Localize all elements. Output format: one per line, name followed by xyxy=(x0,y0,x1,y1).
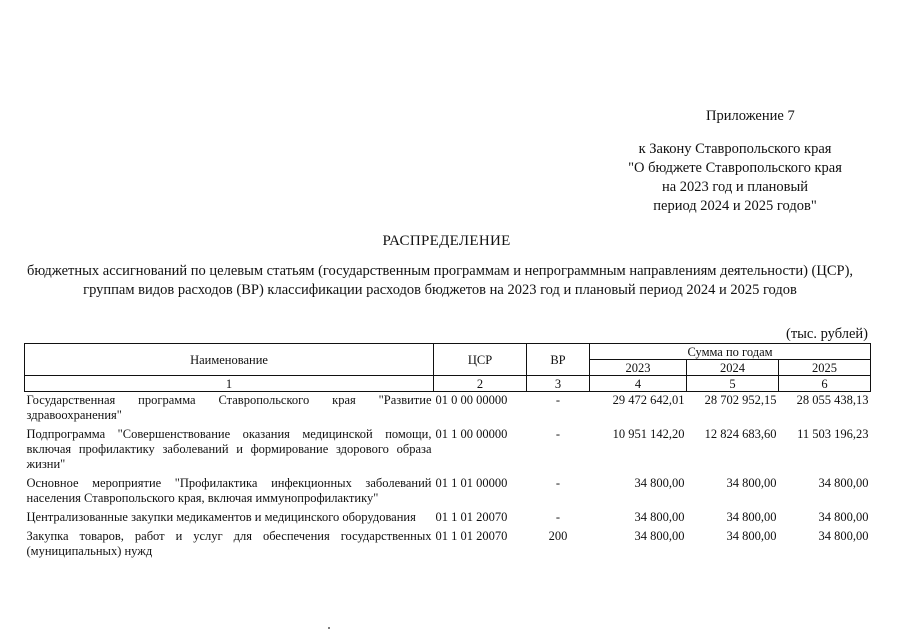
row-sum-2025: 28 055 438,13 xyxy=(796,393,869,407)
law-reference xyxy=(600,140,870,216)
table-row xyxy=(25,528,871,562)
row-name: Подпрограмма "Совершенствование оказания медицинской помощи, включая профилактику заболеваний и формирование здорового образа жизни" xyxy=(26,427,432,471)
law-reference-line: период 2024 и 2025 годов" xyxy=(653,198,817,214)
row-name: Государственная программа Ставропольского края "Развитие здравоохранения" xyxy=(26,393,432,422)
header-vr: ВР xyxy=(527,344,590,376)
row-vr: 200 xyxy=(548,529,568,543)
column-number: 3 xyxy=(527,376,590,392)
header-year-2024: 2024 xyxy=(687,360,779,376)
table-row xyxy=(25,475,871,509)
appendix-label: Приложение 7 xyxy=(706,108,795,124)
budget-table xyxy=(24,343,871,562)
row-csr: 01 1 01 20070 xyxy=(435,529,508,543)
law-reference-line: "О бюджете Ставропольского края xyxy=(628,160,842,176)
column-number: 1 xyxy=(25,376,434,392)
law-reference-line: к Закону Ставропольского края xyxy=(638,141,832,157)
row-vr: - xyxy=(555,427,561,441)
row-vr: - xyxy=(555,393,561,407)
table-column-numbers-row xyxy=(25,376,871,392)
row-csr: 01 1 01 20070 xyxy=(435,510,508,524)
row-sum-2024: 34 800,00 xyxy=(726,510,777,524)
row-sum-2025: 11 503 196,23 xyxy=(797,427,869,441)
row-csr: 01 0 00 00000 xyxy=(435,393,508,407)
row-sum-2024: 28 702 952,15 xyxy=(704,393,777,407)
header-year-2025: 2025 xyxy=(779,360,871,376)
table-header-row xyxy=(25,344,871,360)
document-title: РАСПРЕДЕЛЕНИЕ xyxy=(382,233,511,249)
header-sum-by-years: Сумма по годам xyxy=(590,344,871,360)
row-sum-2024: 34 800,00 xyxy=(726,476,777,490)
row-sum-2025: 34 800,00 xyxy=(818,476,869,490)
row-vr: - xyxy=(555,476,561,490)
law-reference-line: на 2023 год и плановый xyxy=(661,179,809,195)
row-sum-2025: 34 800,00 xyxy=(818,510,869,524)
row-name: Закупка товаров, работ и услуг для обеспечения государственных (муниципальных) нужд xyxy=(26,529,432,558)
row-sum-2025: 34 800,00 xyxy=(818,529,869,543)
header-year-2023: 2023 xyxy=(590,360,687,376)
column-number: 6 xyxy=(779,376,871,392)
row-sum-2023: 34 800,00 xyxy=(634,510,685,524)
table-row xyxy=(25,509,871,528)
row-sum-2023: 29 472 642,01 xyxy=(612,393,685,407)
row-name: Централизованные закупки медикаментов и медицинского оборудования xyxy=(26,510,416,524)
row-vr: - xyxy=(555,510,561,524)
row-name: Основное мероприятие "Профилактика инфекционных заболеваний населения Ставропольского края, включая иммунопрофилактику" xyxy=(26,476,432,505)
row-sum-2023: 34 800,00 xyxy=(634,529,685,543)
table-row xyxy=(25,392,871,427)
row-sum-2024: 34 800,00 xyxy=(726,529,777,543)
column-number: 4 xyxy=(590,376,687,392)
units-label: (тыс. рублей) xyxy=(786,326,868,342)
table-row xyxy=(25,426,871,475)
row-sum-2023: 10 951 142,20 xyxy=(612,427,685,441)
column-number: 5 xyxy=(687,376,779,392)
column-number: 2 xyxy=(434,376,527,392)
row-sum-2024: 12 824 683,60 xyxy=(704,427,777,441)
scan-speck xyxy=(328,627,330,629)
row-csr: 01 1 00 00000 xyxy=(435,427,508,441)
document-subtitle: бюджетных ассигнований по целевым статьям (государственным программам и непрограммным направлениям деятельности) (ЦСР), группам видов расходов (ВР) классификации расходов бюджетов на 2023 год и плановый период 2024 и 2025 годов xyxy=(26,263,854,298)
row-sum-2023: 34 800,00 xyxy=(634,476,685,490)
header-name: Наименование xyxy=(25,344,434,376)
header-csr: ЦСР xyxy=(434,344,527,376)
row-csr: 01 1 01 00000 xyxy=(435,476,508,490)
